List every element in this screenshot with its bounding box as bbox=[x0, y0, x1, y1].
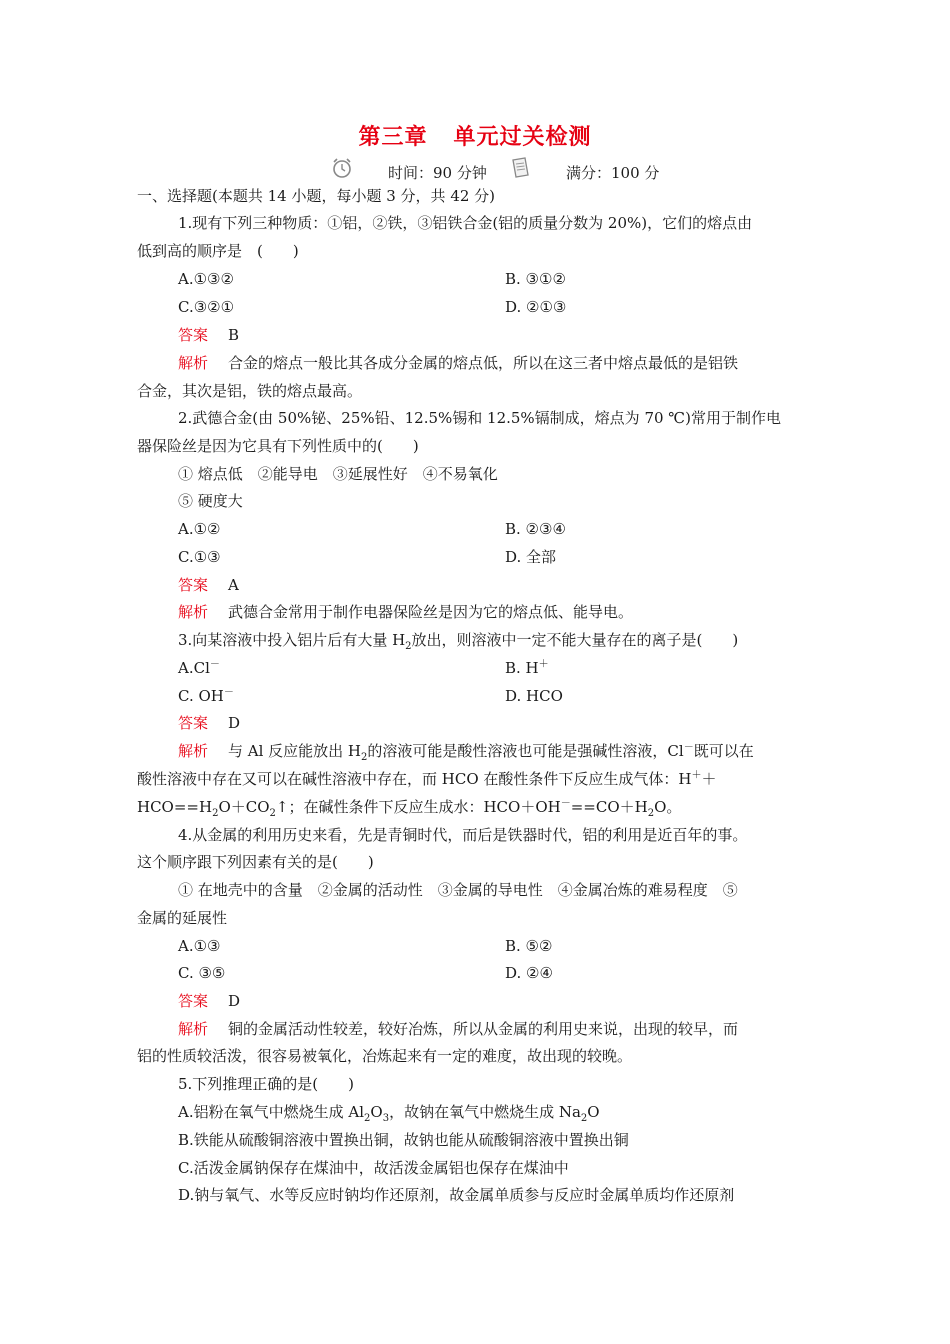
analysis-label: 解析 bbox=[178, 354, 209, 372]
option-text: O bbox=[587, 1103, 600, 1121]
analysis-text: 既可以在 bbox=[693, 742, 754, 760]
q2-analysis bbox=[178, 602, 633, 622]
subscript: 2 bbox=[361, 752, 368, 763]
q4-option-d: D. ②④ bbox=[505, 964, 553, 982]
q2-stem-line2: 器保险丝是因为它具有下列性质中的( ) bbox=[137, 437, 419, 455]
chapter-name: 单元过关检测 bbox=[453, 125, 592, 150]
superscript: ＋ bbox=[538, 659, 549, 670]
q1-option-b: B. ③①② bbox=[505, 270, 566, 288]
q4-option-b: B. ⑤② bbox=[505, 937, 553, 955]
q3-analysis-line3 bbox=[137, 797, 681, 817]
q5-stem: 5.下列推理正确的是( ) bbox=[178, 1075, 355, 1093]
q3-stem-part: 放出，则溶液中一定不能大量存在的离子是( ) bbox=[411, 631, 739, 649]
option-text: A.铝粉在氧气中燃烧生成 Al bbox=[178, 1103, 364, 1121]
answer-value: D bbox=[228, 714, 241, 732]
q5-option-a bbox=[178, 1102, 600, 1122]
analysis-text: O＋CO bbox=[218, 798, 270, 816]
paper-icon bbox=[508, 156, 532, 180]
q5-option-b: B.铁能从硫酸铜溶液中置换出铜，故钠也能从硫酸铜溶液中置换出铜 bbox=[178, 1131, 629, 1149]
q4-items-line2: 金属的延展性 bbox=[137, 909, 228, 927]
q3-analysis-line1 bbox=[178, 741, 754, 761]
answer-label: 答案 bbox=[178, 714, 209, 732]
subscript: 2 bbox=[647, 808, 655, 819]
option-text: O bbox=[370, 1103, 383, 1121]
q3-stem-part: 3.向某溶液中投入铝片后有大量 H bbox=[178, 631, 406, 649]
answer-label: 答案 bbox=[178, 576, 209, 594]
q3-option-a bbox=[178, 658, 220, 678]
q3-analysis-line2 bbox=[137, 769, 717, 789]
q5-option-c: C.活泼金属钠保存在煤油中，故活泼金属铝也保存在煤油中 bbox=[178, 1159, 569, 1177]
analysis-text: ↑；在碱性条件下反应生成水：HCO＋OH bbox=[275, 798, 561, 816]
option-text: ，故钠在氧气中燃烧生成 Na bbox=[389, 1103, 581, 1121]
q1-analysis-line1 bbox=[178, 353, 738, 373]
subscript: 2 bbox=[364, 1113, 371, 1124]
q1-answer bbox=[178, 325, 239, 345]
q4-stem-line2: 这个顺序跟下列因素有关的是( ) bbox=[137, 853, 374, 871]
option-text: C. OH bbox=[178, 687, 224, 705]
q1-option-d: D. ②①③ bbox=[505, 298, 567, 316]
q2-option-c: C.①③ bbox=[178, 548, 221, 566]
q4-option-c: C. ③⑤ bbox=[178, 964, 226, 982]
answer-label: 答案 bbox=[178, 992, 209, 1010]
analysis-text: 铜的金属活动性较差，较好冶炼，所以从金属的利用史来说，出现的较早，而 bbox=[228, 1020, 739, 1038]
option-text: A.Cl bbox=[178, 659, 210, 677]
q5-option-d: D.钠与氧气、水等反应时钠均作还原剂，故金属单质参与反应时金属单质均作还原剂 bbox=[178, 1186, 735, 1204]
analysis-label: 解析 bbox=[178, 1020, 209, 1038]
q4-answer bbox=[178, 991, 240, 1011]
q4-analysis-line2: 铝的性质较活泼，很容易被氧化，冶炼起来有一定的难度，故出现的较晚。 bbox=[137, 1047, 633, 1065]
q1-stem-line1: 1.现有下列三种物质：①铝，②铁，③铝铁合金(铝的质量分数为 20%)，它们的熔点由 bbox=[178, 214, 753, 232]
analysis-text: HCO==H bbox=[137, 798, 213, 816]
analysis-text: ==CO＋H bbox=[570, 798, 648, 816]
analysis-text: 与 Al 反应能放出 H bbox=[228, 742, 362, 760]
superscript: － bbox=[223, 687, 234, 698]
exam-time: 时间：90 分钟 bbox=[388, 164, 487, 182]
answer-value: D bbox=[228, 992, 241, 1010]
q1-option-a: A.①③② bbox=[178, 270, 234, 288]
q4-items-line1: ① 在地壳中的含量 ②金属的活动性 ③金属的导电性 ④金属冶炼的难易程度 ⑤ bbox=[178, 881, 738, 899]
subscript: 2 bbox=[212, 808, 219, 819]
q2-option-b: B. ②③④ bbox=[505, 520, 566, 538]
q3-option-c bbox=[178, 686, 234, 706]
subscript: 2 bbox=[580, 1113, 588, 1124]
option-text: B. H bbox=[505, 659, 539, 677]
analysis-text: 的溶液可能是酸性溶液也可能是强碱性溶液，Cl bbox=[367, 742, 684, 760]
q2-items-line1: ① 熔点低 ②能导电 ③延展性好 ④不易氧化 bbox=[178, 465, 498, 483]
exam-score: 满分：100 分 bbox=[566, 164, 660, 182]
section-heading: 一、选择题(本题共 14 小题，每小题 3 分，共 42 分) bbox=[137, 187, 496, 205]
q3-answer bbox=[178, 713, 240, 733]
q4-stem-line1: 4.从金属的利用历史来看，先是青铜时代，而后是铁器时代，铝的利用是近百年的事。 bbox=[178, 826, 748, 844]
alarm-clock-icon bbox=[330, 156, 354, 180]
q1-option-c: C.③②① bbox=[178, 298, 235, 316]
answer-value: A bbox=[228, 576, 239, 594]
answer-value: B bbox=[228, 326, 240, 344]
q2-items-line2: ⑤ 硬度大 bbox=[178, 492, 243, 510]
analysis-text: 武德合金常用于制作电器保险丝是因为它的熔点低、能导电。 bbox=[228, 603, 634, 621]
q4-analysis-line1 bbox=[178, 1019, 738, 1039]
subscript: 2 bbox=[405, 641, 412, 652]
superscript: － bbox=[683, 742, 694, 753]
analysis-text: 酸性溶液中存在又可以在碱性溶液中存在，而 HCO 在酸性条件下反应生成气体：H bbox=[137, 770, 692, 788]
q4-option-a: A.①③ bbox=[178, 937, 221, 955]
analysis-text: O。 bbox=[654, 798, 682, 816]
answer-label: 答案 bbox=[178, 326, 209, 344]
q3-option-b bbox=[505, 658, 549, 678]
analysis-label: 解析 bbox=[178, 742, 209, 760]
superscript: － bbox=[560, 798, 571, 809]
q1-stem-line2: 低到高的顺序是 ( ) bbox=[137, 242, 299, 260]
chapter-number: 第三章 bbox=[358, 125, 428, 150]
subscript: 2 bbox=[269, 808, 276, 819]
superscript: － bbox=[209, 659, 220, 670]
analysis-text: ＋ bbox=[701, 770, 717, 788]
subscript: 3 bbox=[382, 1113, 390, 1124]
q2-option-a: A.①② bbox=[178, 520, 221, 538]
analysis-text: 合金的熔点一般比其各成分金属的熔点低，所以在这三者中熔点最低的是铝铁 bbox=[228, 354, 739, 372]
q3-stem bbox=[178, 630, 738, 650]
analysis-label: 解析 bbox=[178, 603, 209, 621]
q2-option-d: D. 全部 bbox=[505, 548, 557, 566]
superscript: ＋ bbox=[691, 770, 702, 781]
q1-analysis-line2: 合金，其次是铝，铁的熔点最高。 bbox=[137, 382, 363, 400]
q2-stem-line1: 2.武德合金(由 50%铋、25%铅、12.5%锡和 12.5%镉制成，熔点为 70 ℃)常用于制作电 bbox=[178, 409, 781, 427]
q2-answer bbox=[178, 575, 239, 595]
page-title bbox=[0, 120, 950, 151]
q3-option-d: D. HCO bbox=[505, 687, 563, 705]
